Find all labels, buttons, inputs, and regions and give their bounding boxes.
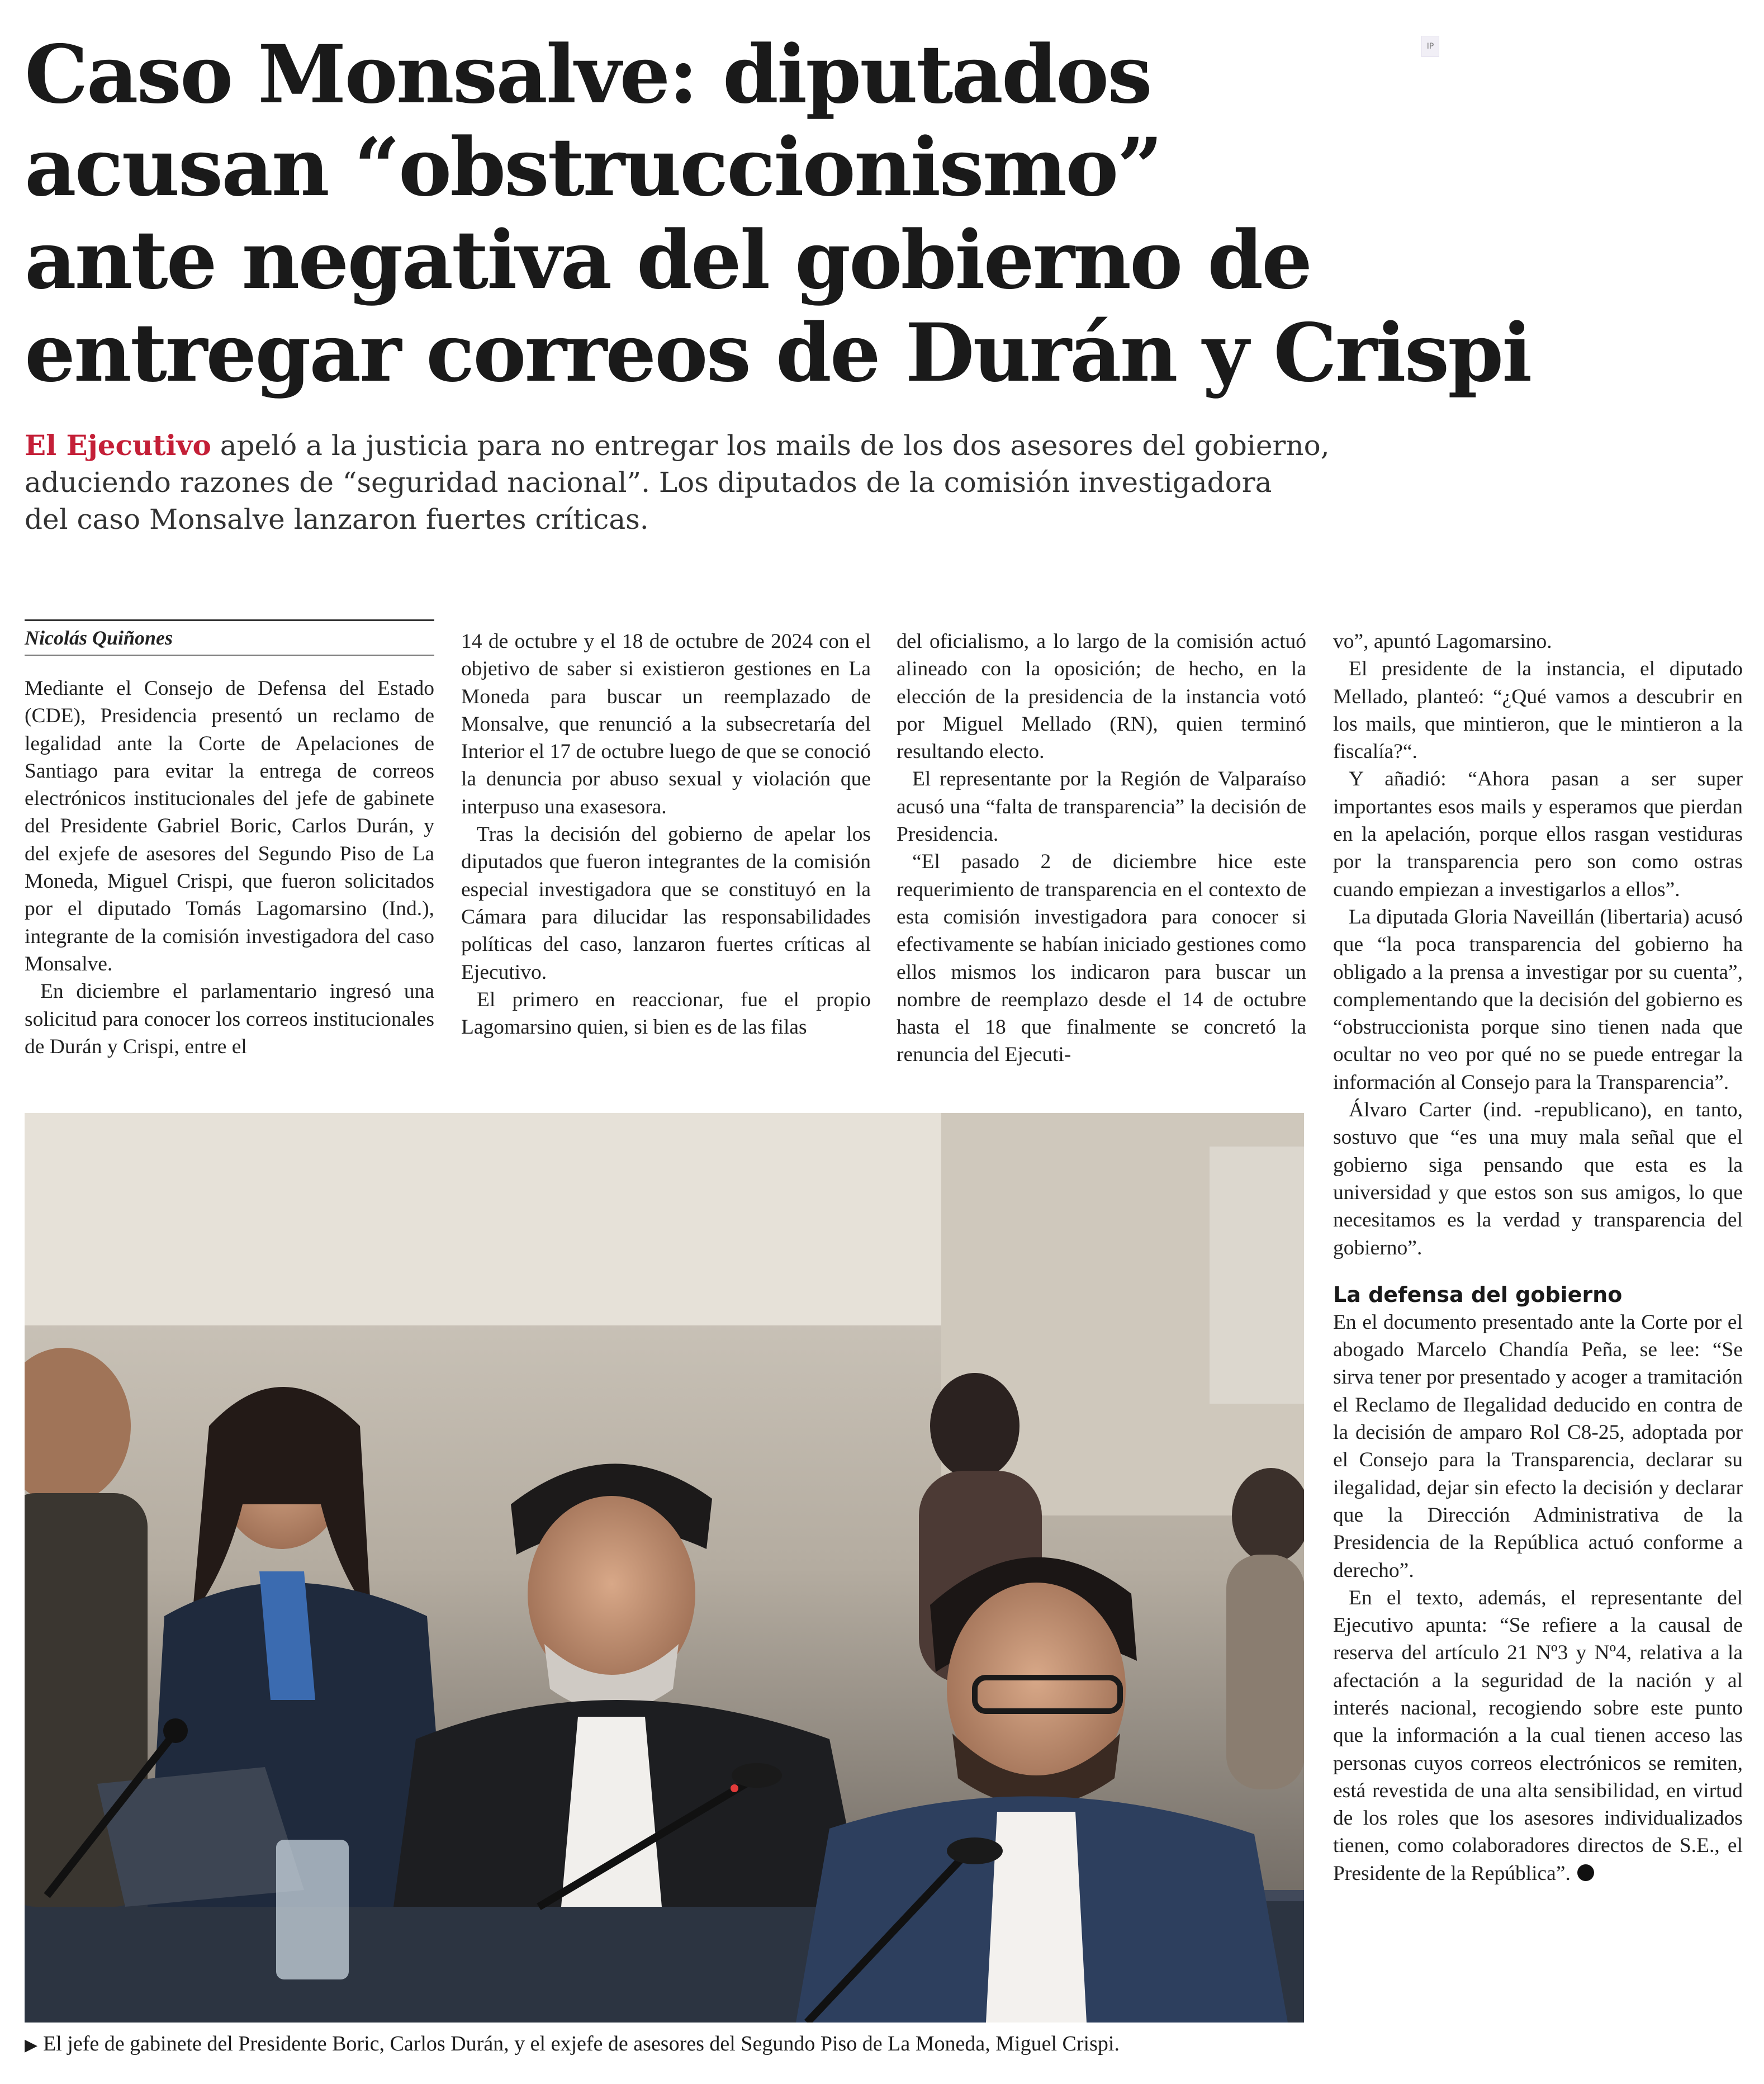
body-paragraph xyxy=(1333,1584,1743,1887)
headline-line: Caso Monsalve: diputados xyxy=(25,27,1151,121)
photo-caption xyxy=(25,2030,1310,2059)
headline xyxy=(25,28,1534,399)
body-paragraph: El primero en reaccionar, fue el propio Lagomarsino quien, si bien es de las filas xyxy=(461,988,871,1039)
headline-line: ante negativa del gobierno de xyxy=(25,213,1311,307)
article-column-2 xyxy=(461,628,871,1041)
body-text: En el texto, además, el representante del Ejecutivo apunta: “Se refiere a la causal de reserva del artículo 21 Nº3 y Nº4, relativa a la afectación a la seguridad de la nación y al interés nacional, recogiendo sobre este punto que la información a la cual tienen acceso las personas cuyos correos electrónicos se remiten, está revestida de una alta sensibilidad, en virtud de los roles que los asesores individualizados tienen, como colaboradores directos de S.E., el Presidente de la República”. xyxy=(1333,1586,1743,1885)
body-paragraph: Mediante el Consejo de Defensa del Estado (CDE), Presidencia presentó un reclamo de legalidad ante la Corte de Apelaciones de Santiago para evitar la entrega de correos electrónicos institucionales del jefe de gabinete del Presidente Gabriel Boric, Carlos Durán, y del exjefe de asesores del Segundo Piso de La Moneda, Miguel Crispi, que fueron solicitados por el diputado Tomás Lagomarsino (Ind.), integrante de la comisión investigadora del caso Monsalve. xyxy=(25,677,434,975)
body-paragraph: vo”, apuntó Lagomarsino. xyxy=(1333,630,1552,653)
body-paragraph: “El pasado 2 de diciembre hice este requerimiento de transparencia en el contexto de esta comisión investigadora para conocer si efectivamente se habían iniciado gestiones como ellos mismos los indicaron para buscar un nombre de reemplazo desde el 14 de octubre hasta el 18 que finalmente se concretó la renuncia del Ejecuti- xyxy=(897,850,1306,1067)
lead-paragraph xyxy=(25,427,1330,538)
article-column-4 xyxy=(1333,628,1743,1887)
body-paragraph: El representante por la Región de Valparaíso acusó una “falta de transparencia” la decisión de Presidencia. xyxy=(897,768,1306,846)
section-subhead: La defensa del gobierno xyxy=(1333,1282,1623,1307)
lead-kicker: El Ejecutivo xyxy=(25,429,211,462)
body-paragraph: del oficialismo, a lo largo de la comisión actuó alineado con la oposición; de hecho, en la elección de la presidencia de la instancia votó por Miguel Mellado (RN), quien terminó resultando electo. xyxy=(897,630,1306,764)
article-column-1 xyxy=(25,619,434,1060)
corner-marker-icon: IP xyxy=(1421,36,1439,57)
lead-line: aduciendo razones de “seguridad nacional”. Los diputados de la comisión investigadora xyxy=(25,466,1272,499)
headline-line: entregar correos de Durán y Crispi xyxy=(25,306,1531,400)
headline-line: acusan “obstruccionismo” xyxy=(25,120,1161,214)
body-paragraph: Tras la decisión del gobierno de apelar los diputados que fueron integrantes de la comisión especial investigadora que se constituyó en la Cámara para dilucidar las responsabilidades políticas del caso, lanzaron fuertes críticas al Ejecutivo. xyxy=(461,823,871,984)
body-paragraph: En diciembre el parlamentario ingresó una solicitud para conocer los correos institucionales de Durán y Crispi, entre el xyxy=(25,980,434,1058)
caption-arrow-icon: ▶ xyxy=(25,2036,38,2054)
lead-line: del caso Monsalve lanzaron fuertes críticas. xyxy=(25,503,649,536)
end-mark-icon xyxy=(1577,1864,1594,1881)
lead-text: apeló a la justicia para no entregar los mails de los dos asesores del gobierno, xyxy=(211,429,1330,462)
body-paragraph: La diputada Gloria Naveillán (libertaria) acusó que “la poca transparencia del gobierno ha obligado a la prensa a investigar por su cuenta”, complementando que la decisión del gobierno es “obstruccionista porque sino tienen nada que ocultar no veo por qué no se puede entregar la información al Consejo para la Transparencia”. xyxy=(1333,905,1743,1094)
caption-text: El jefe de gabinete del Presidente Boric, Carlos Durán, y el exjefe de asesores del Segundo Piso de La Moneda, Miguel Crispi. xyxy=(43,2032,1120,2055)
byline: Nicolás Quiñones xyxy=(25,619,434,656)
article-column-3 xyxy=(897,628,1306,1069)
body-paragraph: El presidente de la instancia, el diputado Mellado, planteó: “¿Qué vamos a descubrir en los mails, que mintieron, que le mintieron a la fiscalía?“. xyxy=(1333,657,1743,764)
body-paragraph: 14 de octubre y el 18 de octubre de 2024 con el objetivo de saber si existieron gestiones en La Moneda para buscar un reemplazado de Monsalve, que renunció a la subsecretaría del Interior el 17 de octubre luego de que se conoció la denuncia por abuso sexual y violación que interpuso una exasesora. xyxy=(461,630,871,818)
lead-line xyxy=(25,427,1330,464)
body-paragraph: Y añadió: “Ahora pasan a ser super importantes esos mails y esperamos que pierdan en la apelación, porque ellos rasgan vestiduras por la transparencia pero son como ostras cuando empiezan a investigarlos a ellos”. xyxy=(1333,768,1743,901)
news-photo xyxy=(25,1113,1304,2023)
body-paragraph: Álvaro Carter (ind. -republicano), en tanto, sostuvo que “es una muy mala señal que el gobierno siga pensando que esta es la universidad y que estos son sus amigos, lo que necesitamos es la verdad y transparencia del gobierno”. xyxy=(1333,1098,1743,1259)
body-paragraph: En el documento presentado ante la Corte por el abogado Marcelo Chandía Peña, se lee: “Se sirva tener por presentado y acoger a tramitación el Reclamo de Ilegalidad deducido en contra de la decisión de amparo Rol C8-25, adoptada por el Consejo para la Transparencia, declarar su ilegalidad, dejar sin efecto la decisión y declarar que la Dirección Administrativa de la Presidencia de la República actuó conforme a derecho”. xyxy=(1333,1310,1743,1582)
